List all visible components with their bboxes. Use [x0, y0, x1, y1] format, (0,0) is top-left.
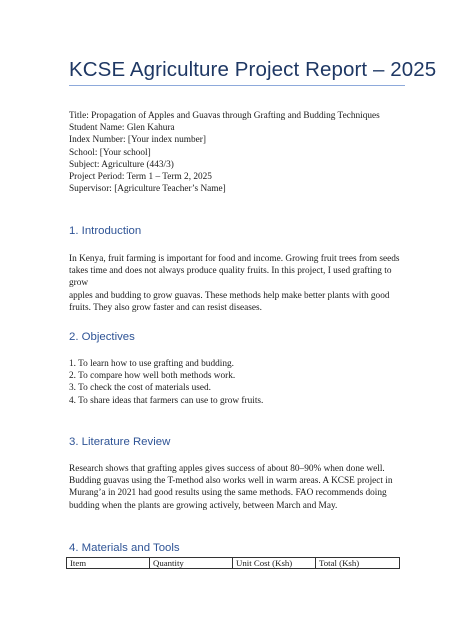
- project-metadata: [69, 110, 380, 195]
- objectives-list: [69, 358, 263, 407]
- paragraph-line: Budding guavas using the T-method also works well in warm areas. A KCSE project in: [69, 476, 393, 487]
- literature-review-paragraph: [69, 463, 409, 512]
- list-item: 1. To learn how to use grafting and budding.: [69, 359, 234, 369]
- literature-review-heading: 3. Literature Review: [69, 436, 171, 448]
- introduction-paragraph: [69, 253, 409, 314]
- list-item: 3. To check the cost of materials used.: [69, 383, 211, 394]
- list-item: 4. To share ideas that farmers can use to grow fruits.: [69, 395, 264, 406]
- meta-index-number: Index Number: [Your index number]: [69, 135, 206, 146]
- table-header-item: Item: [67, 558, 150, 569]
- paragraph-line: In Kenya, fruit farming is important for food and income. Growing fruit trees from seeds: [69, 254, 400, 264]
- table-header-quantity: Quantity: [150, 558, 233, 569]
- meta-project-period: Project Period: Term 1 – Term 2, 2025: [69, 172, 212, 183]
- list-item: 2. To compare how well both methods work.: [69, 371, 236, 382]
- materials-table: [66, 557, 400, 569]
- document-title: KCSE Agriculture Project Report – 2025: [69, 58, 437, 81]
- table-header-row: [67, 558, 400, 569]
- table-header-unit-cost: Unit Cost (Ksh): [233, 558, 316, 569]
- meta-subject: Subject: Agriculture (443/3): [69, 159, 174, 170]
- table-header-total: Total (Ksh): [316, 558, 400, 569]
- paragraph-line: budding when the plants are growing actively, between March and May.: [69, 500, 338, 511]
- paragraph-line: fruits. They also grow faster and can resist diseases.: [69, 302, 262, 313]
- objectives-heading: 2. Objectives: [69, 331, 135, 343]
- meta-supervisor: Supervisor: [Agriculture Teacher’s Name]: [69, 184, 226, 195]
- meta-title: Title: Propagation of Apples and Guavas through Grafting and Budding Techniques: [69, 111, 380, 121]
- title-underline: [69, 85, 405, 86]
- meta-student-name: Student Name: Glen Kahura: [69, 123, 175, 134]
- paragraph-line: takes time and does not always produce quality fruits. In this project, I used grafting to grow: [69, 266, 392, 289]
- meta-school: School: [Your school]: [69, 147, 151, 158]
- paragraph-line: apples and budding to grow guavas. These methods help make better plants with good: [69, 290, 390, 301]
- materials-heading: 4. Materials and Tools: [69, 542, 180, 554]
- paragraph-line: Research shows that grafting apples gives success of about 80–90% when done well.: [69, 464, 385, 474]
- paragraph-line: Murang’a in 2021 had good results using the same methods. FAO recommends doing: [69, 488, 387, 499]
- introduction-heading: 1. Introduction: [69, 225, 142, 237]
